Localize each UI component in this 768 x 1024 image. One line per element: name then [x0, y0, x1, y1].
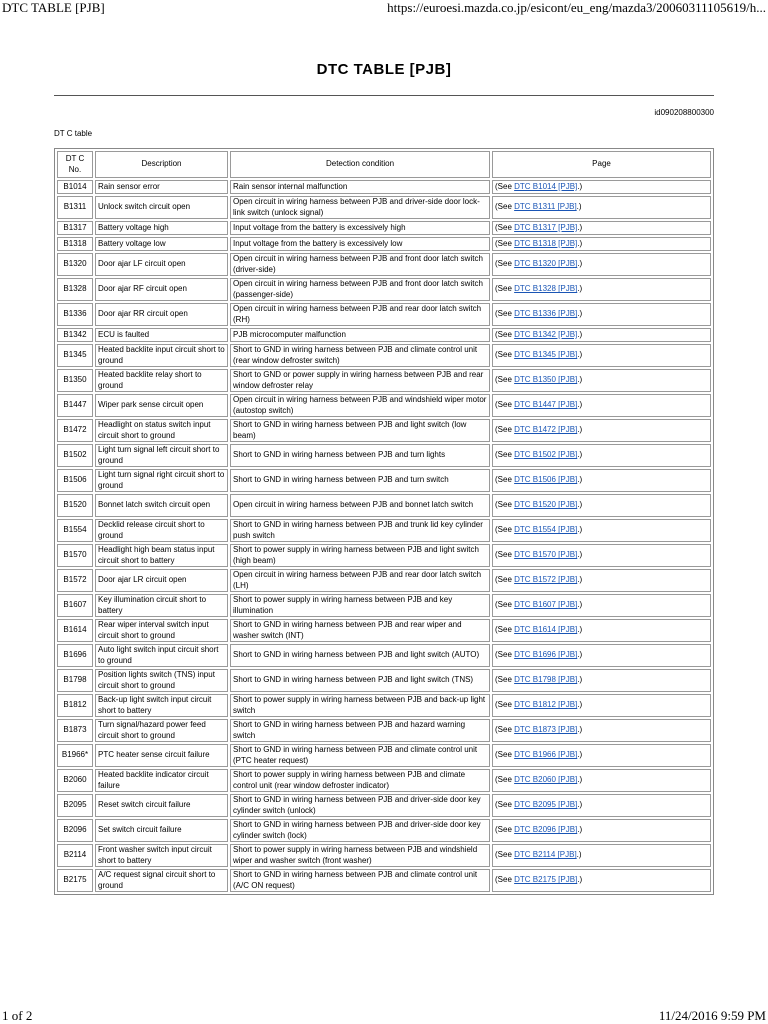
dtc-description: A/C request signal circuit short to ground	[95, 869, 228, 892]
dtc-page-link[interactable]: DTC B1572 [PJB]	[514, 575, 578, 585]
see-prefix: (See	[495, 725, 515, 735]
header-description: Description	[95, 151, 228, 178]
dtc-code: B1320	[57, 253, 93, 276]
page-number: 1 of 2	[2, 1008, 33, 1023]
dtc-description: Heated backlite relay short to ground	[95, 369, 228, 392]
dtc-description: Back-up light switch input circuit short to battery	[95, 694, 228, 717]
dtc-description: Auto light switch input circuit short to ground	[95, 644, 228, 667]
see-prefix: (See	[495, 850, 515, 860]
see-suffix: .)	[577, 475, 583, 485]
see-prefix: (See	[495, 825, 515, 835]
table-row	[57, 594, 711, 617]
see-suffix: .)	[577, 181, 583, 191]
detection-condition: Short to power supply in wiring harness between PJB and light switch (high beam)	[230, 544, 490, 567]
table-row	[57, 744, 711, 767]
detection-condition: Input voltage from the battery is excessively high	[230, 221, 490, 235]
dtc-code: B2096	[57, 819, 93, 842]
dtc-page-link[interactable]: DTC B1812 [PJB]	[514, 700, 578, 710]
page-reference	[492, 369, 711, 392]
dtc-description: Decklid release circuit short to ground	[95, 519, 228, 542]
dtc-code: B1328	[57, 278, 93, 301]
dtc-page-link[interactable]: DTC B1554 [PJB]	[514, 525, 578, 535]
dtc-page-link[interactable]: DTC B1336 [PJB]	[514, 309, 578, 319]
header-page: Page	[492, 151, 711, 178]
see-suffix: .)	[576, 850, 582, 860]
dtc-page-link[interactable]: DTC B1798 [PJB]	[514, 675, 578, 685]
see-prefix: (See	[495, 775, 515, 785]
detection-condition: Short to GND in wiring harness between PJB and climate control unit (rear window defroster switch)	[230, 344, 490, 367]
see-prefix: (See	[495, 600, 515, 610]
dtc-description: PTC heater sense circuit failure	[95, 744, 228, 767]
dtc-page-link[interactable]: DTC B1311 [PJB]	[514, 202, 577, 212]
dtc-page-link[interactable]: DTC B2095 [PJB]	[514, 800, 578, 810]
dtc-code: B1317	[57, 221, 93, 235]
detection-condition: Input voltage from the battery is excessively low	[230, 237, 490, 251]
see-prefix: (See	[495, 400, 515, 410]
dtc-description: Door ajar RR circuit open	[95, 303, 228, 326]
see-suffix: .)	[577, 525, 583, 535]
dtc-page-link[interactable]: DTC B1607 [PJB]	[514, 600, 578, 610]
page-reference	[492, 544, 711, 567]
table-body	[57, 180, 711, 892]
table-row	[57, 519, 711, 542]
dtc-page-link[interactable]: DTC B1614 [PJB]	[514, 625, 578, 635]
dtc-description: Light turn signal left circuit short to ground	[95, 444, 228, 467]
page-reference	[492, 469, 711, 492]
page-reference	[492, 253, 711, 276]
table-row	[57, 394, 711, 417]
table-header-row	[57, 151, 711, 178]
see-prefix: (See	[495, 500, 515, 510]
detection-condition: Rain sensor internal malfunction	[230, 180, 490, 194]
see-suffix: .)	[577, 875, 583, 885]
dtc-description: Headlight high beam status input circuit short to battery	[95, 544, 228, 567]
see-prefix: (See	[495, 202, 515, 212]
table-row	[57, 494, 711, 517]
page-reference	[492, 196, 711, 219]
dtc-page-link[interactable]: DTC B1328 [PJB]	[514, 284, 578, 294]
page-reference	[492, 644, 711, 667]
detection-condition: Open circuit in wiring harness between PJB and rear door latch switch (LH)	[230, 569, 490, 592]
dtc-code: B1520	[57, 494, 93, 517]
dtc-code: B1798	[57, 669, 93, 692]
table-row	[57, 844, 711, 867]
dtc-page-link[interactable]: DTC B2175 [PJB]	[514, 875, 578, 885]
dtc-code: B2095	[57, 794, 93, 817]
dtc-description: Rear wiper interval switch input circuit short to ground	[95, 619, 228, 642]
page-reference	[492, 869, 711, 892]
page-reference	[492, 594, 711, 617]
dtc-description: Heated backlite indicator circuit failure	[95, 769, 228, 792]
table-row	[57, 869, 711, 892]
detection-condition: Short to GND in wiring harness between PJB and turn lights	[230, 444, 490, 467]
see-prefix: (See	[495, 450, 515, 460]
see-suffix: .)	[577, 329, 583, 339]
table-row	[57, 278, 711, 301]
dtc-code: B1966*	[57, 744, 93, 767]
see-prefix: (See	[495, 375, 515, 385]
detection-condition: Open circuit in wiring harness between PJB and driver-side door lock-link switch (unlock signal)	[230, 196, 490, 219]
table-row	[57, 469, 711, 492]
see-prefix: (See	[495, 222, 515, 232]
detection-condition: Short to GND in wiring harness between PJB and driver-side door key cylinder switch (unlock)	[230, 794, 490, 817]
see-suffix: .)	[577, 450, 583, 460]
dtc-code: B1607	[57, 594, 93, 617]
page-reference	[492, 619, 711, 642]
table-row	[57, 644, 711, 667]
page-reference	[492, 694, 711, 717]
detection-condition: Short to GND in wiring harness between PJB and rear wiper and washer switch (INT)	[230, 619, 490, 642]
dtc-description: Door ajar LF circuit open	[95, 253, 228, 276]
dtc-table	[54, 148, 714, 895]
page-reference	[492, 278, 711, 301]
dtc-description: ECU is faulted	[95, 328, 228, 342]
dtc-description: Heated backlite input circuit short to ground	[95, 344, 228, 367]
see-prefix: (See	[495, 181, 515, 191]
document-id: id090208800300	[654, 108, 714, 117]
see-suffix: .)	[577, 575, 583, 585]
detection-condition: Open circuit in wiring harness between PJB and rear door latch switch (RH)	[230, 303, 490, 326]
dtc-page-link[interactable]: DTC B1472 [PJB]	[514, 425, 578, 435]
see-suffix: .)	[577, 222, 583, 232]
see-suffix: .)	[577, 675, 583, 685]
table-row	[57, 369, 711, 392]
dtc-code: B1311	[57, 196, 93, 219]
table-row	[57, 419, 711, 442]
dtc-page-link[interactable]: DTC B1320 [PJB]	[514, 259, 578, 269]
dtc-page-link[interactable]: DTC B1506 [PJB]	[514, 475, 578, 485]
see-suffix: .)	[577, 750, 583, 760]
dtc-code: B1554	[57, 519, 93, 542]
detection-condition: Short to GND in wiring harness between PJB and light switch (low beam)	[230, 419, 490, 442]
dtc-page-link[interactable]: DTC B1447 [PJB]	[514, 400, 578, 410]
dtc-description: Wiper park sense circuit open	[95, 394, 228, 417]
detection-condition: Open circuit in wiring harness between PJB and windshield wiper motor (autostop switch)	[230, 394, 490, 417]
table-row	[57, 221, 711, 235]
dtc-page-link[interactable]: DTC B2096 [PJB]	[514, 825, 578, 835]
page-reference	[492, 569, 711, 592]
page-reference	[492, 328, 711, 342]
dtc-description: Rain sensor error	[95, 180, 228, 194]
print-datetime: 11/24/2016 9:59 PM	[658, 1008, 766, 1023]
page-reference	[492, 844, 711, 867]
detection-condition: Short to power supply in wiring harness between PJB and climate control unit (rear window defroster indicator)	[230, 769, 490, 792]
see-suffix: .)	[577, 238, 583, 248]
dtc-code: B1572	[57, 569, 93, 592]
table-row	[57, 544, 711, 567]
see-suffix: .)	[577, 425, 583, 435]
see-prefix: (See	[495, 259, 515, 269]
table-row	[57, 794, 711, 817]
see-suffix: .)	[577, 259, 583, 269]
dtc-description: Door ajar RF circuit open	[95, 278, 228, 301]
detection-condition: Short to GND in wiring harness between PJB and hazard warning switch	[230, 719, 490, 742]
page-reference	[492, 769, 711, 792]
detection-condition: Open circuit in wiring harness between PJB and front door latch switch (driver-side)	[230, 253, 490, 276]
dtc-code: B1447	[57, 394, 93, 417]
page-reference	[492, 344, 711, 367]
table-row	[57, 619, 711, 642]
print-header	[0, 0, 768, 16]
dtc-code: B1570	[57, 544, 93, 567]
detection-condition: Short to GND in wiring harness between PJB and light switch (TNS)	[230, 669, 490, 692]
dtc-description: Reset switch circuit failure	[95, 794, 228, 817]
dtc-code: B1696	[57, 644, 93, 667]
see-suffix: .)	[576, 202, 582, 212]
dtc-description: Unlock switch circuit open	[95, 196, 228, 219]
dtc-code: B1345	[57, 344, 93, 367]
page-reference	[492, 819, 711, 842]
page-reference	[492, 237, 711, 251]
dtc-code: B2114	[57, 844, 93, 867]
dtc-page-link[interactable]: DTC B1350 [PJB]	[514, 375, 578, 385]
see-prefix: (See	[495, 425, 515, 435]
dtc-description: Battery voltage high	[95, 221, 228, 235]
dtc-code: B1506	[57, 469, 93, 492]
table-row	[57, 328, 711, 342]
see-prefix: (See	[495, 650, 515, 660]
see-suffix: .)	[577, 550, 583, 560]
dtc-code: B1614	[57, 619, 93, 642]
detection-condition: Short to GND or power supply in wiring harness between PJB and rear window defroster relay	[230, 369, 490, 392]
dtc-page-link[interactable]: DTC B1345 [PJB]	[514, 350, 578, 360]
dtc-code: B2060	[57, 769, 93, 792]
see-suffix: .)	[577, 775, 583, 785]
dtc-code: B1336	[57, 303, 93, 326]
dtc-description: Bonnet latch switch circuit open	[95, 494, 228, 517]
see-suffix: .)	[577, 350, 583, 360]
table-row	[57, 444, 711, 467]
see-prefix: (See	[495, 550, 515, 560]
page-reference	[492, 794, 711, 817]
dtc-page-link[interactable]: DTC B2060 [PJB]	[514, 775, 578, 785]
table-row	[57, 669, 711, 692]
detection-condition: Open circuit in wiring harness between PJB and front door latch switch (passenger-side)	[230, 278, 490, 301]
detection-condition: Short to GND in wiring harness between PJB and climate control unit (PTC heater request)	[230, 744, 490, 767]
see-prefix: (See	[495, 575, 515, 585]
page-reference	[492, 419, 711, 442]
table-row	[57, 196, 711, 219]
detection-condition: Short to GND in wiring harness between PJB and turn switch	[230, 469, 490, 492]
title-divider	[54, 95, 714, 96]
table-row	[57, 344, 711, 367]
see-prefix: (See	[495, 800, 515, 810]
dtc-description: Light turn signal right circuit short to ground	[95, 469, 228, 492]
dtc-description: Position lights switch (TNS) input circuit short to ground	[95, 669, 228, 692]
table-row	[57, 819, 711, 842]
see-suffix: .)	[577, 284, 583, 294]
section-label: DT C table	[54, 129, 93, 138]
header-dtc-no: DT C No.	[57, 151, 93, 178]
dtc-page-link[interactable]: DTC B1342 [PJB]	[514, 329, 578, 339]
dtc-page-link[interactable]: DTC B1502 [PJB]	[514, 450, 578, 460]
dtc-description: Headlight on status switch input circuit short to ground	[95, 419, 228, 442]
dtc-page-link[interactable]: DTC B1520 [PJB]	[514, 500, 578, 510]
see-suffix: .)	[577, 309, 583, 319]
dtc-description: Set switch circuit failure	[95, 819, 228, 842]
see-suffix: .)	[577, 725, 583, 735]
dtc-page-link[interactable]: DTC B2114 [PJB]	[514, 850, 577, 860]
page-reference	[492, 669, 711, 692]
table-row	[57, 253, 711, 276]
see-prefix: (See	[495, 875, 515, 885]
see-prefix: (See	[495, 309, 515, 319]
detection-condition: Short to GND in wiring harness between PJB and light switch (AUTO)	[230, 644, 490, 667]
header-detection-condition: Detection condition	[230, 151, 490, 178]
detection-condition: Short to GND in wiring harness between PJB and trunk lid key cylinder push switch	[230, 519, 490, 542]
table-row	[57, 303, 711, 326]
dtc-code: B1812	[57, 694, 93, 717]
detection-condition: PJB microcomputer malfunction	[230, 328, 490, 342]
dtc-code: B1342	[57, 328, 93, 342]
page-reference	[492, 221, 711, 235]
see-prefix: (See	[495, 700, 515, 710]
see-suffix: .)	[577, 375, 583, 385]
see-prefix: (See	[495, 329, 515, 339]
see-prefix: (See	[495, 525, 515, 535]
see-suffix: .)	[577, 800, 583, 810]
detection-condition: Open circuit in wiring harness between PJB and bonnet latch switch	[230, 494, 490, 517]
see-prefix: (See	[495, 625, 515, 635]
dtc-page-link[interactable]: DTC B1317 [PJB]	[514, 222, 578, 232]
see-suffix: .)	[577, 600, 583, 610]
see-prefix: (See	[495, 238, 515, 248]
see-prefix: (See	[495, 284, 515, 294]
page-reference	[492, 394, 711, 417]
page-reference	[492, 519, 711, 542]
see-prefix: (See	[495, 750, 515, 760]
detection-condition: Short to power supply in wiring harness between PJB and key illumination	[230, 594, 490, 617]
page-reference	[492, 494, 711, 517]
detection-condition: Short to power supply in wiring harness between PJB and back-up light switch	[230, 694, 490, 717]
dtc-page-link[interactable]: DTC B1696 [PJB]	[514, 650, 578, 660]
dtc-description: Turn signal/hazard power feed circuit short to ground	[95, 719, 228, 742]
see-suffix: .)	[577, 625, 583, 635]
table-row	[57, 180, 711, 194]
dtc-description: Front washer switch input circuit short to battery	[95, 844, 228, 867]
table-row	[57, 569, 711, 592]
page-reference	[492, 303, 711, 326]
dtc-code: B2175	[57, 869, 93, 892]
page-reference	[492, 744, 711, 767]
page-reference	[492, 444, 711, 467]
dtc-page-link[interactable]: DTC B1873 [PJB]	[514, 725, 578, 735]
see-suffix: .)	[577, 700, 583, 710]
detection-condition: Short to GND in wiring harness between PJB and driver-side door key cylinder switch (lock)	[230, 819, 490, 842]
dtc-page-link[interactable]: DTC B1014 [PJB]	[514, 181, 578, 191]
dtc-page-link[interactable]: DTC B1966 [PJB]	[514, 750, 578, 760]
table-row	[57, 719, 711, 742]
see-suffix: .)	[577, 500, 583, 510]
dtc-description: Battery voltage low	[95, 237, 228, 251]
see-prefix: (See	[495, 675, 515, 685]
print-footer	[0, 1008, 768, 1024]
page-reference	[492, 719, 711, 742]
dtc-code: B1502	[57, 444, 93, 467]
dtc-page-link[interactable]: DTC B1570 [PJB]	[514, 550, 578, 560]
see-prefix: (See	[495, 475, 515, 485]
see-suffix: .)	[577, 400, 583, 410]
table-row	[57, 769, 711, 792]
table-row	[57, 237, 711, 251]
dtc-code: B1318	[57, 237, 93, 251]
dtc-code: B1350	[57, 369, 93, 392]
table-row	[57, 694, 711, 717]
detection-condition: Short to GND in wiring harness between PJB and climate control unit (A/C ON request)	[230, 869, 490, 892]
dtc-description: Key illumination circuit short to battery	[95, 594, 228, 617]
see-prefix: (See	[495, 350, 515, 360]
dtc-code: B1873	[57, 719, 93, 742]
print-header-url: https://euroesi.mazda.co.jp/esicont/eu_eng/mazda3/20060311105619/h...	[387, 0, 766, 15]
page-title: DTC TABLE [PJB]	[316, 61, 452, 78]
detection-condition: Short to power supply in wiring harness between PJB and windshield wiper and washer switch (front washer)	[230, 844, 490, 867]
dtc-code: B1472	[57, 419, 93, 442]
print-header-title: DTC TABLE [PJB]	[2, 0, 105, 15]
see-suffix: .)	[577, 825, 583, 835]
dtc-page-link[interactable]: DTC B1318 [PJB]	[514, 238, 578, 248]
see-suffix: .)	[577, 650, 583, 660]
dtc-code: B1014	[57, 180, 93, 194]
dtc-description: Door ajar LR circuit open	[95, 569, 228, 592]
page-reference	[492, 180, 711, 194]
